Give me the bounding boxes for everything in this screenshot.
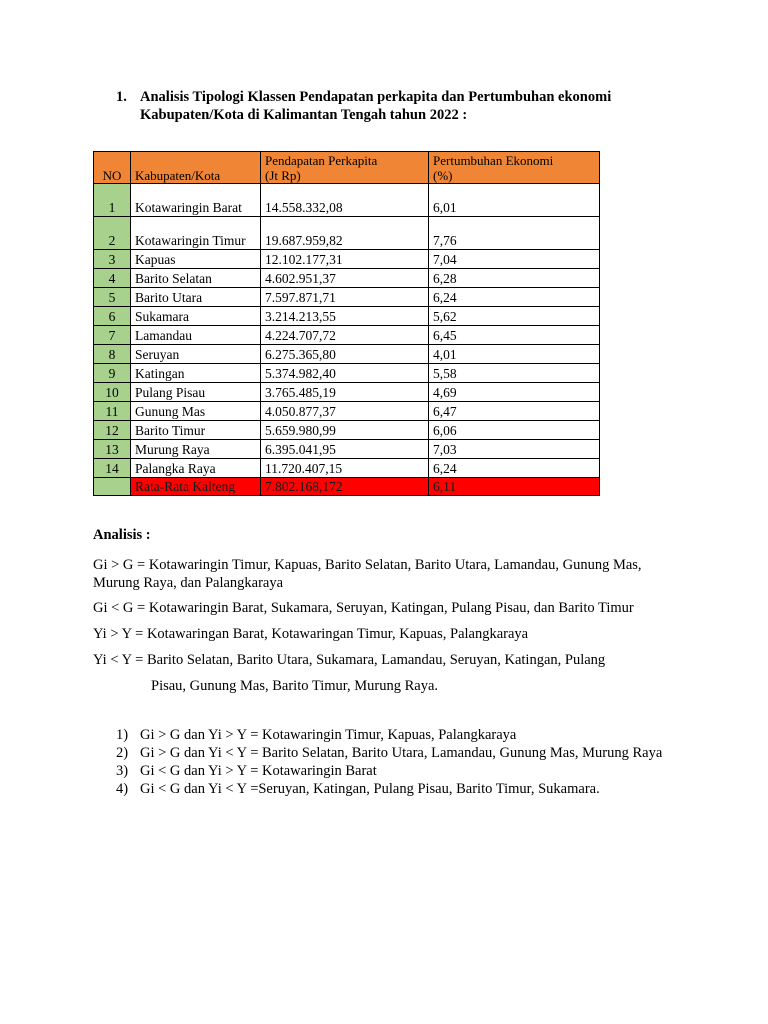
cell-pendapatan: 4.602.951,37: [261, 269, 429, 288]
cell-pendapatan: 12.102.177,31: [261, 250, 429, 269]
cell-kabupaten: Lamandau: [131, 326, 261, 345]
cell-pendapatan: 6.275.365,80: [261, 345, 429, 364]
table-row: [94, 402, 600, 421]
cell-pertumbuhan: 6,47: [429, 402, 600, 421]
cell-pertumbuhan: 5,58: [429, 364, 600, 383]
cell-no: 2: [94, 217, 131, 250]
table-row: [94, 184, 600, 217]
cell-no: 14: [94, 459, 131, 478]
cell-no: 13: [94, 440, 131, 459]
cell-kabupaten: Seruyan: [131, 345, 261, 364]
cell-pertumbuhan: 6,01: [429, 184, 600, 217]
cell-kabupaten: Pulang Pisau: [131, 383, 261, 402]
cell-pertumbuhan: 6,45: [429, 326, 600, 345]
cell-pendapatan: 7.597.871,71: [261, 288, 429, 307]
cell-kabupaten: Murung Raya: [131, 440, 261, 459]
table-row: [94, 326, 600, 345]
table-total-row: [94, 478, 600, 496]
list-marker: 1): [116, 727, 129, 743]
cell-pendapatan: 19.687.959,82: [261, 217, 429, 250]
conclusion-text: Gi < G dan Yi > Y = Kotawaringin Barat: [140, 763, 377, 779]
table-row: [94, 288, 600, 307]
table-row: [94, 459, 600, 478]
cell-no: 6: [94, 307, 131, 326]
conclusion-text: Gi < G dan Yi < Y =Seruyan, Katingan, Pulang Pisau, Barito Timur, Sukamara.: [140, 781, 600, 797]
cell-no: 11: [94, 402, 131, 421]
table-row: [94, 307, 600, 326]
cell-pertumbuhan: 6,24: [429, 288, 600, 307]
table-body: [94, 184, 600, 496]
cell-kabupaten: Kotawaringin Timur: [131, 217, 261, 250]
cell-no: 10: [94, 383, 131, 402]
analysis-yi-greater: Yi > Y = Kotawaringan Barat, Kotawaringan Timur, Kapuas, Palangkaraya: [93, 626, 529, 642]
cell-kabupaten: Palangka Raya: [131, 459, 261, 478]
income-growth-table: [93, 151, 600, 496]
table-row: [94, 345, 600, 364]
analysis-title: Analisis :: [93, 527, 151, 543]
table-row: [94, 383, 600, 402]
list-marker: 2): [116, 745, 129, 761]
table-row: [94, 440, 600, 459]
table-row: [94, 269, 600, 288]
section-heading: [116, 88, 676, 124]
cell-pertumbuhan: 4,01: [429, 345, 600, 364]
cell-pertumbuhan: 7,76: [429, 217, 600, 250]
cell-kabupaten: Kotawaringin Barat: [131, 184, 261, 217]
total-pertumbuhan: 6,11: [429, 478, 600, 496]
conclusion-list: [116, 726, 676, 798]
cell-pertumbuhan: 6,06: [429, 421, 600, 440]
table-row: [94, 421, 600, 440]
cell-kabupaten: Katingan: [131, 364, 261, 383]
cell-pertumbuhan: 6,24: [429, 459, 600, 478]
conclusion-text: Gi > G dan Yi < Y = Barito Selatan, Barito Utara, Lamandau, Gunung Mas, Murung Raya: [140, 745, 663, 761]
header-kabupaten: Kabupaten/Kota: [131, 152, 261, 184]
conclusion-item: [116, 762, 676, 780]
cell-no: 1: [94, 184, 131, 217]
cell-no: 4: [94, 269, 131, 288]
cell-kabupaten: Barito Timur: [131, 421, 261, 440]
cell-pendapatan: 11.720.407,15: [261, 459, 429, 478]
list-marker: 3): [116, 763, 129, 779]
cell-pertumbuhan: 5,62: [429, 307, 600, 326]
table-row: [94, 364, 600, 383]
header-pertumbuhan: Pertumbuhan Ekonomi (%): [429, 152, 600, 184]
analysis-gi-greater: Gi > G = Kotawaringin Timur, Kapuas, Barito Selatan, Barito Utara, Lamandau, Gunung Mas, Murung Raya, dan Palangkaraya: [93, 557, 642, 591]
cell-kabupaten: Gunung Mas: [131, 402, 261, 421]
header-no: NO: [94, 152, 131, 184]
cell-no: 12: [94, 421, 131, 440]
total-label: Rata-Rata Kalteng: [131, 478, 261, 496]
cell-no: 5: [94, 288, 131, 307]
analysis-gi-less: Gi < G = Kotawaringin Barat, Sukamara, Seruyan, Katingan, Pulang Pisau, dan Barito Timur: [93, 600, 634, 616]
cell-pertumbuhan: 6,28: [429, 269, 600, 288]
analysis-yi-less: Yi < Y = Barito Selatan, Barito Utara, Sukamara, Lamandau, Seruyan, Katingan, Pulang: [93, 652, 606, 668]
cell-pertumbuhan: 4,69: [429, 383, 600, 402]
cell-kabupaten: Barito Utara: [131, 288, 261, 307]
cell-pertumbuhan: 7,04: [429, 250, 600, 269]
cell-pertumbuhan: 7,03: [429, 440, 600, 459]
table-row: [94, 250, 600, 269]
cell-pendapatan: 4.050.877,37: [261, 402, 429, 421]
header-pendapatan: Pendapatan Perkapita (Jt Rp): [261, 152, 429, 184]
cell-no-empty: [94, 478, 131, 496]
cell-no: 8: [94, 345, 131, 364]
table-row: [94, 217, 600, 250]
cell-no: 3: [94, 250, 131, 269]
cell-no: 7: [94, 326, 131, 345]
cell-pendapatan: 14.558.332,08: [261, 184, 429, 217]
heading-text: Analisis Tipologi Klassen Pendapatan perkapita dan Pertumbuhan ekonomi Kabupaten/Kota di Kalimantan Tengah tahun 2022 :: [140, 89, 612, 123]
cell-kabupaten: Kapuas: [131, 250, 261, 269]
cell-pendapatan: 3.214.213,55: [261, 307, 429, 326]
cell-pendapatan: 6.395.041,95: [261, 440, 429, 459]
cell-no: 9: [94, 364, 131, 383]
cell-pendapatan: 4.224.707,72: [261, 326, 429, 345]
cell-pendapatan: 3.765.485,19: [261, 383, 429, 402]
list-marker: 4): [116, 781, 129, 797]
conclusion-text: Gi > G dan Yi > Y = Kotawaringin Timur, Kapuas, Palangkaraya: [140, 727, 517, 743]
heading-number: 1.: [116, 89, 127, 105]
cell-kabupaten: Sukamara: [131, 307, 261, 326]
analysis-yi-less-continued: Pisau, Gunung Mas, Barito Timur, Murung Raya.: [151, 678, 439, 694]
conclusion-item: [116, 744, 676, 762]
cell-pendapatan: 5.374.982,40: [261, 364, 429, 383]
cell-kabupaten: Barito Selatan: [131, 269, 261, 288]
table-header-row: [94, 152, 600, 184]
total-pendapatan: 7.802.168,172: [261, 478, 429, 496]
conclusion-item: [116, 726, 676, 744]
cell-pendapatan: 5.659.980,99: [261, 421, 429, 440]
conclusion-item: [116, 780, 676, 798]
